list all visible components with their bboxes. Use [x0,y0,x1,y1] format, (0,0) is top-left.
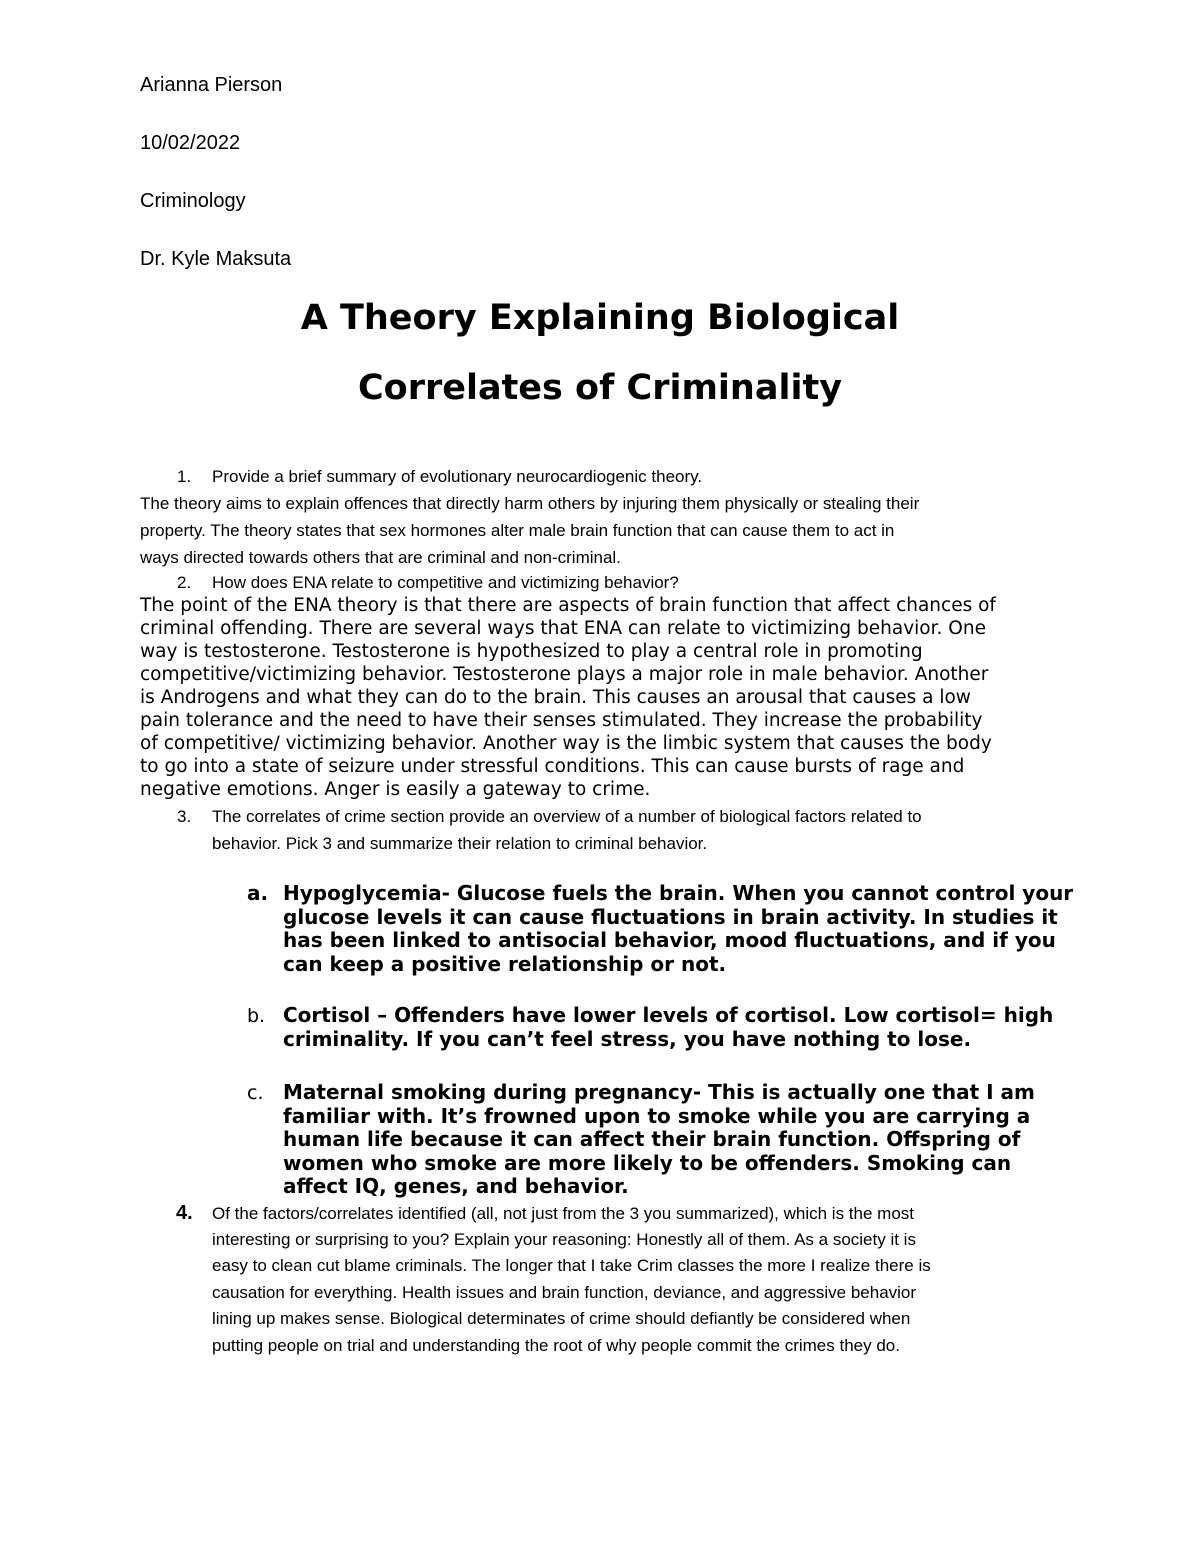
question-2-text: How does ENA relate to competitive and victimizing behavior? [212,573,679,592]
item-a-line: has been linked to antisocial behavior, mood fluctuations, and if you [283,928,1056,952]
item-c-line: women who smoke are more likely to be offenders. Smoking can [283,1150,1012,1175]
submission-date: 10/02/2022 [140,132,241,154]
answer-1-line: ways directed towards others that are criminal and non-criminal. [140,548,621,567]
item-b-text [283,1004,1053,1051]
question-3-text-line: behavior. Pick 3 and summarize their relation to criminal behavior. [212,834,708,853]
item-b-line: criminality. If you can’t feel stress, you have nothing to lose. [283,1026,972,1051]
answer-1-line: The theory aims to explain offences that directly harm others by injuring them physically or stealing their [140,494,920,513]
question-4-line: Of the factors/correlates identified (all, not just from the 3 you summarized), which is the most [212,1204,915,1223]
answer-2-line: is Androgens and what they can do to the brain. This causes an arousal that causes a low [140,687,971,708]
course-name: Criminology [140,190,246,212]
author-name: Arianna Pierson [140,74,283,96]
item-a-text [283,882,1073,976]
question-4-line: putting people on trial and understanding the root of why people commit the crimes they do. [212,1336,900,1355]
answer-1-line: property. The theory states that sex hormones alter male brain function that can cause them to act in [140,521,895,540]
answer-2-line: criminal offending. There are several ways that ENA can relate to victimizing behavior. One [140,618,986,639]
item-b-letter: b. [247,1005,266,1027]
question-1-number: 1. [177,467,192,486]
answer-2-line: pain tolerance and the need to have their senses stimulated. They increase the probability [140,710,983,731]
answer-2-line: The point of the ENA theory is that there are aspects of brain function that affect chances of [140,595,996,616]
answer-2-paragraph [140,594,996,801]
question-3-text-line: The correlates of crime section provide an overview of a number of biological factors related to [212,807,922,826]
answer-2-line: negative emotions. Anger is easily a gateway to crime. [140,779,651,800]
item-c-line: familiar with. It’s frowned upon to smoke while you are carrying a [283,1103,1031,1128]
item-c-line: human life because it can affect their brain function. Offspring of [283,1127,1021,1151]
item-c-line: affect IQ, genes, and behavior. [283,1174,629,1198]
item-c-line: Maternal smoking during pregnancy- This is actually one that I am [283,1080,1035,1104]
item-b-line: Cortisol – Offenders have lower levels of cortisol. Low cortisol= high [283,1003,1054,1027]
question-4-line: lining up makes sense. Biological determinates of crime should defiantly be considered when [212,1309,911,1328]
question-1-text: Provide a brief summary of evolutionary neurocardiogenic theory. [212,467,703,486]
question-4-number: 4. [176,1202,193,1224]
answer-2-line: of competitive/ victimizing behavior. Another way is the limbic system that causes the body [140,733,992,754]
answer-2-line: competitive/victimizing behavior. Testosterone plays a major role in male behavior. Another [140,664,989,685]
item-c-text [283,1081,1035,1199]
document-title-line-1: A Theory Explaining Biological [300,298,900,338]
item-a-line: glucose levels it can cause fluctuations in brain activity. In studies it [283,904,1058,929]
question-3-number: 3. [177,807,192,826]
question-4-line: interesting or surprising to you? Explain your reasoning: Honestly all of them. As a society it is [212,1230,916,1249]
question-4-line: easy to clean cut blame criminals. The longer that I take Crim classes the more I realize there is [212,1256,931,1275]
question-2-number: 2. [177,573,192,592]
question-4-line: causation for everything. Health issues and brain function, deviance, and aggressive behavior [212,1283,917,1302]
document-title-line-2: Correlates of Criminality [357,368,843,408]
instructor-name: Dr. Kyle Maksuta [140,248,292,270]
item-a-line: Hypoglycemia- Glucose fuels the brain. When you cannot control your [283,881,1074,905]
answer-2-line: way is testosterone. Testosterone is hypothesized to play a central role in promoting [140,641,923,662]
item-a-letter: a. [247,881,269,905]
item-c-letter: c. [247,1082,264,1104]
answer-2-line: to go into a state of seizure under stressful conditions. This can cause bursts of rage and [140,756,965,777]
item-a-line: can keep a positive relationship or not. [283,951,727,976]
